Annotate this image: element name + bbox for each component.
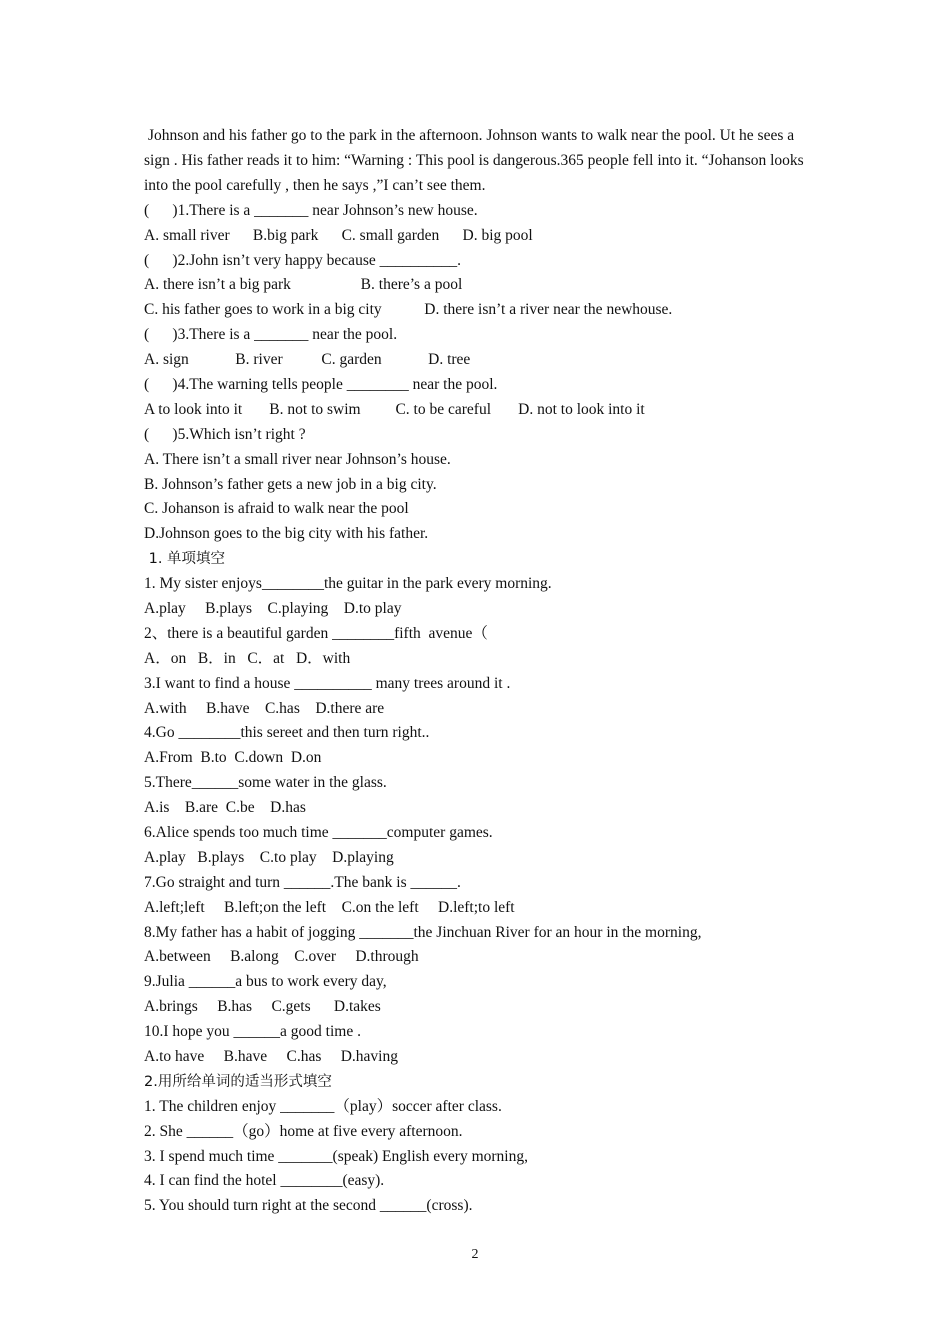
fill-question-4: 4. I can find the hotel ________(easy). (144, 1172, 385, 1190)
mc-question-9-options: A.brings B.has C.gets D.takes (144, 998, 381, 1016)
question-5-option-b: B. Johnson’s father gets a new job in a big city. (144, 475, 437, 493)
mc-question-2-options: A．on B．in C．at D．with (144, 649, 351, 667)
question-2-options-cd: C. his father goes to work in a big city D. there isn’t a river near the newhouse. (144, 301, 673, 319)
fill-question-2: 2. She ______（go）home at five every afternoon. (144, 1122, 463, 1140)
fill-question-3: 3. I spend much time _______(speak) English every morning, (144, 1147, 528, 1165)
question-3: ( )3.There is a _______ near the pool. (144, 326, 398, 344)
question-5-option-c: C. Johanson is afraid to walk near the pool (144, 500, 409, 518)
mc-question-4-options: A.From B.to C.down D.on (144, 749, 322, 767)
page-number: 2 (471, 1247, 479, 1262)
mc-question-5: 5.There______some water in the glass. (144, 774, 387, 792)
mc-question-6-options: A.play B.plays C.to play D.playing (144, 848, 394, 866)
mc-question-1: 1. My sister enjoys________the guitar in the park every morning. (144, 575, 552, 593)
question-2: ( )2.John isn’t very happy because __________. (144, 251, 461, 269)
mc-question-8-options: A.between B.along C.over D.through (144, 948, 419, 966)
question-1: ( )1.There is a _______ near Johnson’s new house. (144, 201, 478, 219)
document-page (144, 124, 824, 1219)
question-5: ( )5.Which isn’t right ? (144, 425, 306, 443)
mc-question-10: 10.I hope you ______a good time . (144, 1023, 361, 1041)
mc-question-9: 9.Julia ______a bus to work every day, (144, 973, 387, 991)
question-1-options: A. small river B.big park C. small garden D. big pool (144, 226, 533, 244)
mc-question-4: 4.Go ________this sereet and then turn right.. (144, 724, 430, 742)
mc-question-6: 6.Alice spends too much time _______computer games. (144, 823, 493, 841)
fill-question-5: 5. You should turn right at the second ______(cross). (144, 1197, 473, 1215)
question-3-options: A. sign B. river C. garden D. tree (144, 351, 471, 369)
question-4: ( )4.The warning tells people ________ near the pool. (144, 375, 498, 393)
mc-question-2: 2、there is a beautiful garden ________fifth avenue（ (144, 624, 488, 642)
section-heading-single-choice: 1. 单项填空 (144, 551, 226, 568)
question-5-option-d: D.Johnson goes to the big city with his father. (144, 525, 429, 543)
reading-passage: Johnson and his father go to the park in the afternoon. Johnson wants to walk near the pool. Ut he sees a sign . His father reads it to him: “Warning : This pool is dangerous.365 people fell into it. “Johanson looks into the pool carefully , then he says ,”I can’t see them. (144, 127, 804, 194)
mc-question-3: 3.I want to find a house __________ many trees around it . (144, 674, 511, 692)
question-4-options: A to look into it B. not to swim C. to be careful D. not to look into it (144, 400, 645, 418)
mc-question-1-options: A.play B.plays C.playing D.to play (144, 599, 402, 617)
question-2-options-ab: A. there isn’t a big park B. there’s a pool (144, 276, 463, 294)
mc-question-7: 7.Go straight and turn ______.The bank is ______. (144, 873, 461, 891)
mc-question-3-options: A.with B.have C.has D.there are (144, 699, 385, 717)
mc-question-8: 8.My father has a habit of jogging _______the Jinchuan River for an hour in the morning, (144, 923, 702, 941)
fill-question-1: 1. The children enjoy _______（play）soccer after class. (144, 1097, 502, 1115)
mc-question-10-options: A.to have B.have C.has D.having (144, 1048, 398, 1065)
section-heading-word-forms: 2.用所给单词的适当形式填空 (144, 1073, 332, 1090)
mc-question-5-options: A.is B.are C.be D.has (144, 799, 306, 817)
mc-question-7-options: A.left;left B.left;on the left C.on the left D.left;to left (144, 898, 515, 916)
question-5-option-a: A. There isn’t a small river near Johnson’s house. (144, 450, 451, 468)
